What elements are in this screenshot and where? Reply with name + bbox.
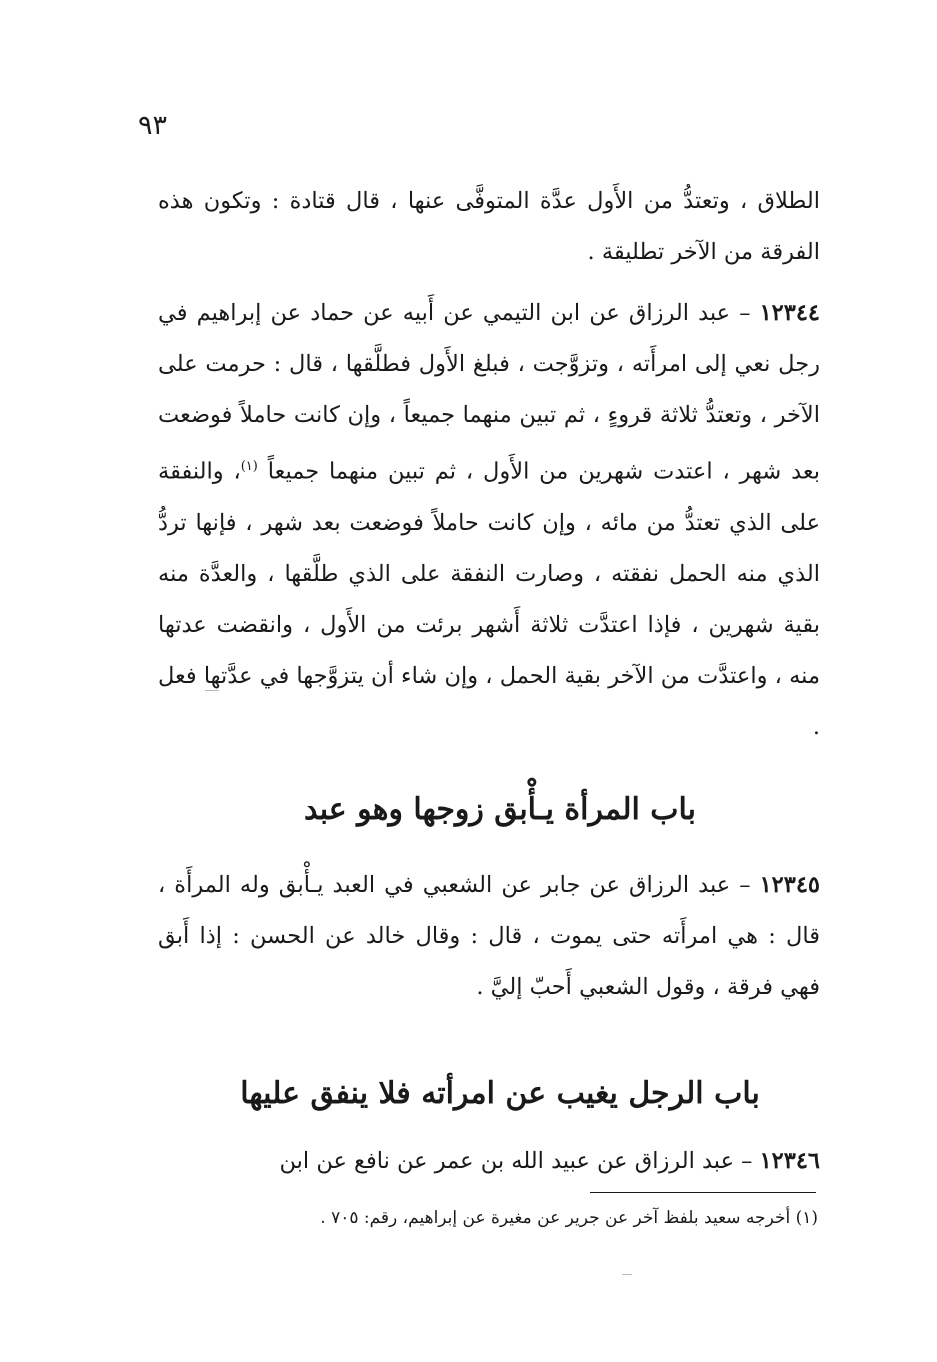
footnote-divider	[590, 1192, 816, 1193]
chapter-heading: باب المرأة يـأْبق زوجها وهو عبد	[303, 792, 697, 827]
hadith-12345	[158, 860, 820, 1013]
footnote: (١) أخرجه سعيد بلفظ آخر عن جرير عن مغيرة عن إبراهيم، رقم: ٧٠٥ .	[320, 1208, 818, 1228]
hadith-text-part-a: – عبد الرزاق عن ابن التيمي عن أَبيه عن حماد عن إبراهيم في رجل نعي إلى امرأَته ، وتزوَّجت ، فبلغ الأَول فطلَّقها ، قال : حرمت على الآخر ، وتعتدُّ ثلاثة قروءٍ ، ثم تبين منهما جميعاً ، وإن كانت حاملاً فوضعت بعد شهر ، اعتدت شهرين من الأَول ، ثم تبين منهما جميعاً	[158, 300, 820, 485]
hadith-text-part-b: ، والنفقة على الذي تعتدُّ من مائه ، وإن كانت حاملاً فوضعت بعد شهر ، فإنها تردُّ الذي منه الحمل نفقته ، وصارت النفقة على الذي طلَّقها ، والعدَّة منه بقية شهرين ، فإذا اعتدَّت ثلاثة أَشهر برئت من الأَول ، وانقضت عدتها منه ، واعتدَّت من الآخر بقية الحمل ، وإن شاء أن يتزوَّجها في عدَّتها فعل .	[158, 458, 820, 740]
paragraph-text	[158, 288, 820, 753]
page-number: ٩٣	[138, 110, 168, 141]
paragraph-continuation	[158, 176, 820, 278]
hadith-text: – عبد الرزاق عن عبيد الله بن عمر عن نافع عن ابن	[279, 1148, 760, 1174]
paragraph-text	[158, 1136, 820, 1187]
hadith-number: ١٢٣٤٥	[759, 872, 820, 898]
hadith-text: – عبد الرزاق عن جابر عن الشعبي في العبد يـأْبق وله المرأَة ، قال : هي امرأَته حتى يموت ، قال : وقال خالد عن الحسن : إذا أَبق فهي فرقة ، وقول الشعبي أَحبّ إليَّ .	[158, 872, 820, 1000]
scan-speck	[205, 690, 219, 691]
paragraph-text: الطلاق ، وتعتدُّ من الأَول عدَّة المتوفَّى عنها ، قال قتادة : وتكون هذه الفرقة من الآخر تطليقة .	[158, 188, 820, 265]
paragraph-text	[158, 860, 820, 1013]
hadith-12346	[158, 1136, 820, 1187]
footnote-reference: (١)	[240, 459, 258, 474]
hadith-number: ١٢٣٤٤	[759, 300, 820, 326]
hadith-12344	[158, 288, 820, 753]
hadith-number: ١٢٣٤٦	[759, 1148, 820, 1174]
scan-speck	[622, 1274, 632, 1275]
chapter-heading: باب الرجل يغيب عن امرأته فلا ينفق عليها	[240, 1076, 760, 1111]
